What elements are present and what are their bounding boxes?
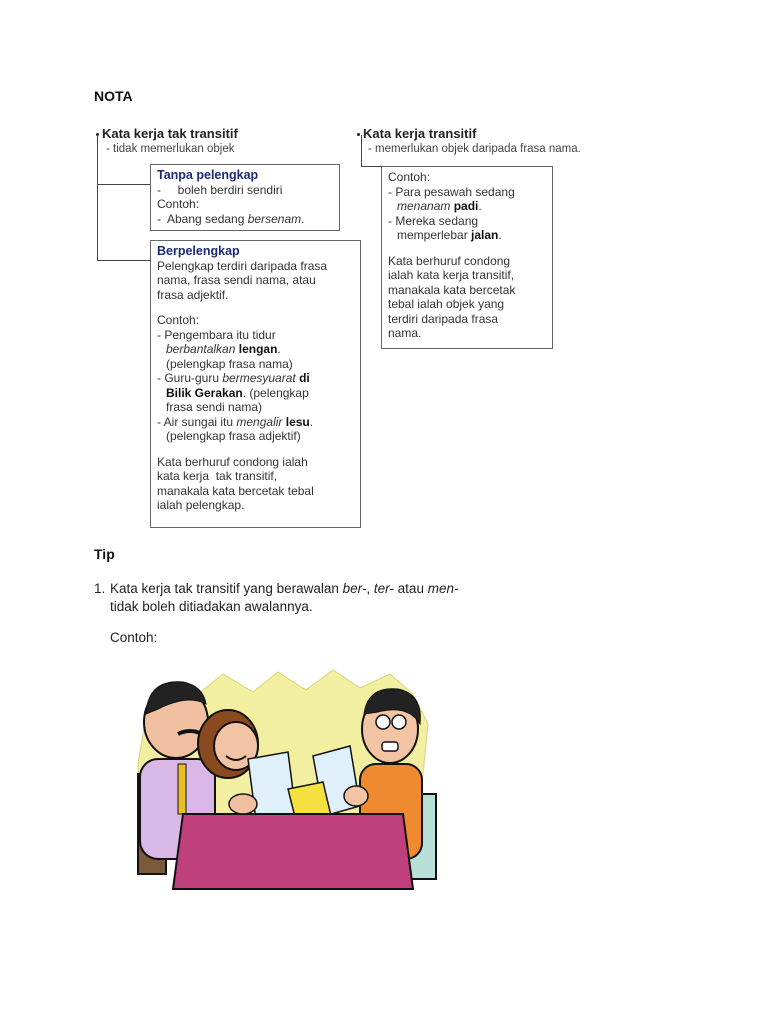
example-text: . (pelengkap xyxy=(242,385,309,400)
example-text: . xyxy=(301,211,305,226)
example-text: - Guru-guru xyxy=(157,371,223,385)
tip-text: tidak boleh ditiadakan awalannya. xyxy=(110,599,313,614)
example-line xyxy=(157,415,354,430)
transitif-note: tebal ialah objek yang xyxy=(388,297,505,311)
berpelengkap-note: manakala kata bercetak tebal xyxy=(157,483,314,498)
bullet-icon xyxy=(357,133,360,136)
example-line xyxy=(157,342,354,357)
transitif-note: Kata berhuruf condong xyxy=(388,253,511,268)
example-text: - Mereka sedang xyxy=(388,213,479,228)
meeting-cartoon-illustration xyxy=(128,664,446,892)
tip-text: atau xyxy=(393,581,428,596)
tip-heading: Tip xyxy=(94,546,115,562)
prefix-ber: ber- xyxy=(342,581,367,596)
example-line xyxy=(388,199,546,214)
example-verb: bersenam xyxy=(247,211,302,226)
prefix-ter: ter- xyxy=(373,581,394,596)
berpelengkap-desc: frasa adjektif. xyxy=(157,287,229,302)
tip-body xyxy=(110,580,534,616)
table xyxy=(173,814,413,889)
example-note: (pelengkap frasa nama) xyxy=(166,356,293,371)
berpelengkap-desc: nama, frasa sendi nama, atau xyxy=(157,273,316,287)
example-line xyxy=(157,386,354,401)
example-text: memperlebar xyxy=(397,228,472,242)
connector-line xyxy=(97,135,98,261)
prefix-men: men- xyxy=(427,581,459,596)
berpelengkap-note: ialah pelengkap. xyxy=(157,498,245,512)
transitif-box xyxy=(381,166,553,349)
transitive-subtext: - memerlukan objek daripada frasa nama. xyxy=(368,143,581,155)
berpelengkap-note: Kata berhuruf condong ialah xyxy=(157,454,308,469)
example-note: (pelengkap frasa adjektif) xyxy=(166,429,301,443)
tanpa-contoh-label: Contoh: xyxy=(157,197,200,211)
intransitive-header xyxy=(96,126,238,141)
berpelengkap-note: kata kerja tak transitif, xyxy=(157,469,278,483)
tanpa-pelengkap-line: - boleh berdiri sendiri xyxy=(157,182,283,197)
nota-heading: NOTA xyxy=(94,88,133,104)
example-text: - Air sungai itu xyxy=(157,414,237,429)
connector-line xyxy=(361,166,381,167)
transitif-note: ialah kata kerja transitif, xyxy=(388,268,515,282)
connector-line xyxy=(361,135,362,166)
transitive-header-text: Kata kerja transitif xyxy=(363,126,477,141)
tip-number: 1. xyxy=(94,581,106,596)
example-note: frasa sendi nama) xyxy=(166,400,263,414)
transitif-note: nama. xyxy=(388,326,422,340)
example-verb: mengalir xyxy=(236,414,283,429)
berpelengkap-box xyxy=(150,240,361,528)
connector-line xyxy=(97,260,150,261)
example-text: - Abang sedang xyxy=(157,211,248,226)
right-man-eye xyxy=(376,715,390,729)
tanpa-pelengkap-title: Tanpa pelengkap xyxy=(157,168,259,182)
tanpa-pelengkap-box xyxy=(150,164,340,231)
example-complement: Bilik Gerakan xyxy=(166,385,243,400)
right-man-eye xyxy=(392,715,406,729)
example-line xyxy=(157,371,354,386)
berpelengkap-desc: Pelengkap terdiri daripada frasa xyxy=(157,258,328,273)
example-complement: di xyxy=(299,371,310,385)
tip-item xyxy=(94,580,534,616)
example-complement: lesu xyxy=(285,414,310,429)
example-verb: bermesyuarat xyxy=(222,371,296,385)
hand xyxy=(229,794,257,814)
transitive-header xyxy=(357,126,476,141)
example-text: . xyxy=(498,228,502,242)
tip-text: Kata kerja tak transitif yang berawalan xyxy=(110,581,343,596)
example-text: - Pengembara itu tidur xyxy=(157,327,276,342)
example-text: - Para pesawah sedang xyxy=(388,184,515,199)
intransitive-header-text: Kata kerja tak transitif xyxy=(102,126,238,141)
example-verb: menanam xyxy=(397,199,451,213)
connector-line xyxy=(97,184,150,185)
tanpa-example xyxy=(157,212,333,227)
example-complement: lengan xyxy=(238,342,278,356)
transitif-note: terdiri daripada frasa xyxy=(388,311,499,326)
hand xyxy=(344,786,368,806)
transitif-note: manakala kata bercetak xyxy=(388,282,516,297)
berpelengkap-title: Berpelengkap xyxy=(157,244,240,258)
example-object: jalan xyxy=(471,228,499,242)
example-object: padi xyxy=(453,199,479,213)
tip-text: , xyxy=(366,581,374,596)
intransitive-subtext: - tidak memerlukan objek xyxy=(106,143,235,155)
left-man-tie xyxy=(178,764,186,814)
berpelengkap-contoh-label: Contoh: xyxy=(157,313,200,327)
contoh-label: Contoh: xyxy=(110,630,158,645)
example-verb: berbantalkan xyxy=(166,342,236,356)
example-text: . xyxy=(478,199,482,213)
transitif-contoh-label: Contoh: xyxy=(388,170,431,184)
example-text: . xyxy=(277,342,281,356)
right-man-mouth xyxy=(382,742,398,751)
example-text: . xyxy=(309,414,314,429)
example-line xyxy=(388,228,546,243)
